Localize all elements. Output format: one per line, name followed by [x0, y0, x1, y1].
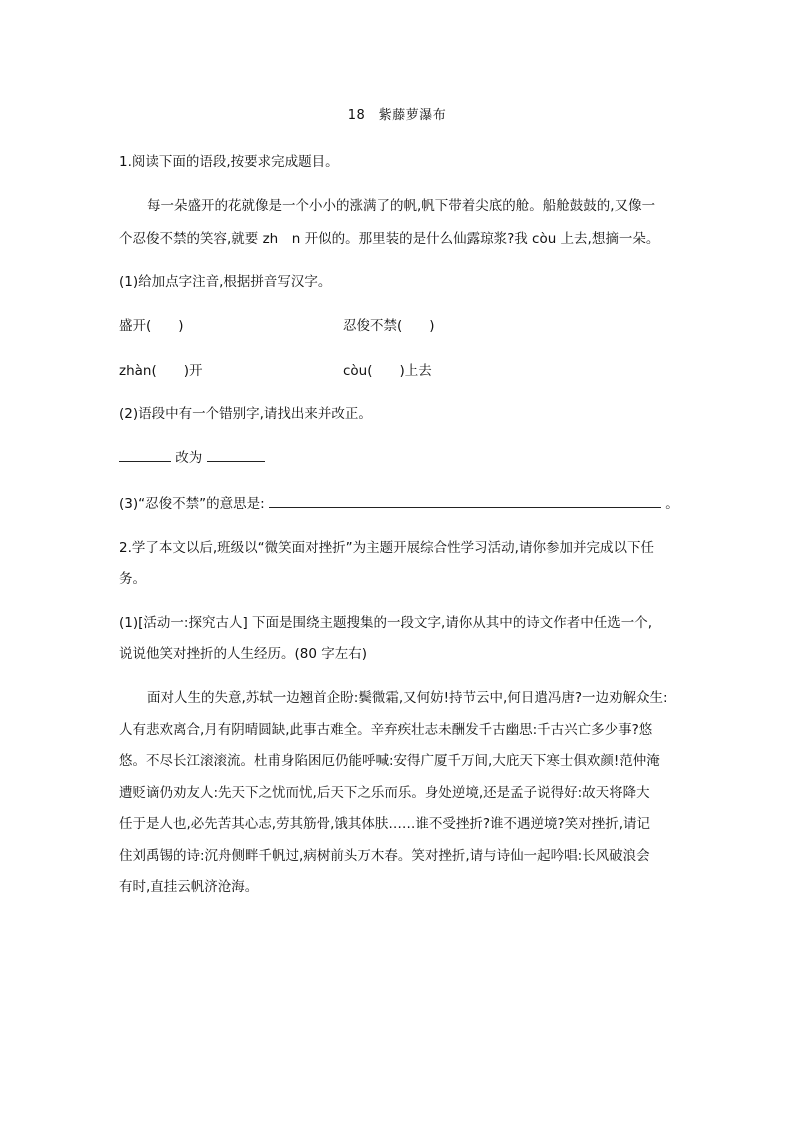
q1-sub3 — [119, 492, 679, 512]
q1-correction-row — [119, 446, 679, 466]
q2-passage-line-2: 人有悲欢离合,月有阴晴圆缺,此事古难全。辛弃疾壮志未酬发千古幽思:千古兴亡多少事?悠 — [119, 722, 653, 738]
item-zhan: zhàn( )开 — [119, 363, 203, 379]
q1-sub1: (1)给加点字注音,根据拼音写汉字。 — [119, 274, 332, 290]
meaning-answer-blank[interactable] — [269, 495, 661, 508]
q1-passage-line-2: 个忍俊不禁的笑容,就要 zh n 开似的。那里装的是什么仙露琼浆?我 còu 上去,想摘一朵。 — [119, 231, 660, 247]
q2-passage-line-3: 悠。不尽长江滚滚流。杜甫身陷困厄仍能呼喊:安得广厦千万间,大庇天下寒士俱欢颜!范仲淹 — [119, 753, 660, 769]
q2-activity1-line-2: 说说他笑对挫折的人生经历。(80 字左右) — [119, 646, 368, 662]
q1-sub2: (2)语段中有一个错别字,请找出来并改正。 — [119, 406, 372, 422]
correct-char-blank[interactable] — [207, 449, 265, 462]
item-cou: còu( )上去 — [343, 363, 432, 379]
q2-stem-line-2: 务。 — [119, 571, 146, 587]
item-shengkai: 盛开( ) — [119, 318, 184, 334]
q2-activity1-line-1: (1)[活动一:探究古人] 下面是围绕主题搜集的一段文字,请你从其中的诗文作者中任选一个, — [119, 615, 653, 631]
q2-passage-line-5: 任于是人也,必先苦其心志,劳其筋骨,饿其体肤……谁不受挫折?谁不遇逆境?笑对挫折,请记 — [119, 816, 650, 832]
item-renjunbujin: 忍俊不禁( ) — [343, 318, 435, 334]
sub3-suffix: 。 — [665, 496, 679, 512]
correct-label: 改为 — [175, 450, 203, 466]
q2-passage-line-1: 面对人生的失意,苏轼一边翘首企盼:鬓微霜,又何妨!持节云中,何日遣冯唐?一边劝解众生: — [147, 690, 668, 706]
page-title: 18 紫藤萝瀑布 — [347, 108, 447, 123]
wrong-char-blank[interactable] — [119, 449, 171, 462]
q1-passage-line-1: 每一朵盛开的花就像是一个小小的涨满了的帆,帆下带着尖底的舱。船舱鼓鼓的,又像一 — [147, 198, 656, 214]
q1-stem: 1.阅读下面的语段,按要求完成题目。 — [119, 154, 339, 170]
q2-passage-line-4: 遭贬谪仍劝友人:先天下之忧而忧,后天下之乐而乐。身处逆境,还是孟子说得好:故天将降大 — [119, 785, 650, 801]
q2-passage-line-6: 住刘禹锡的诗:沉舟侧畔千帆过,病树前头万木春。笑对挫折,请与诗仙一起吟唱:长风破浪会 — [119, 848, 650, 864]
sub3-prefix: (3)“忍俊不禁”的意思是: — [119, 496, 265, 512]
q2-stem-line-1: 2.学了本文以后,班级以“微笑面对挫折”为主题开展综合性学习活动,请你参加并完成以下任 — [119, 540, 654, 556]
q2-passage-line-7: 有时,直挂云帆济沧海。 — [119, 879, 259, 895]
